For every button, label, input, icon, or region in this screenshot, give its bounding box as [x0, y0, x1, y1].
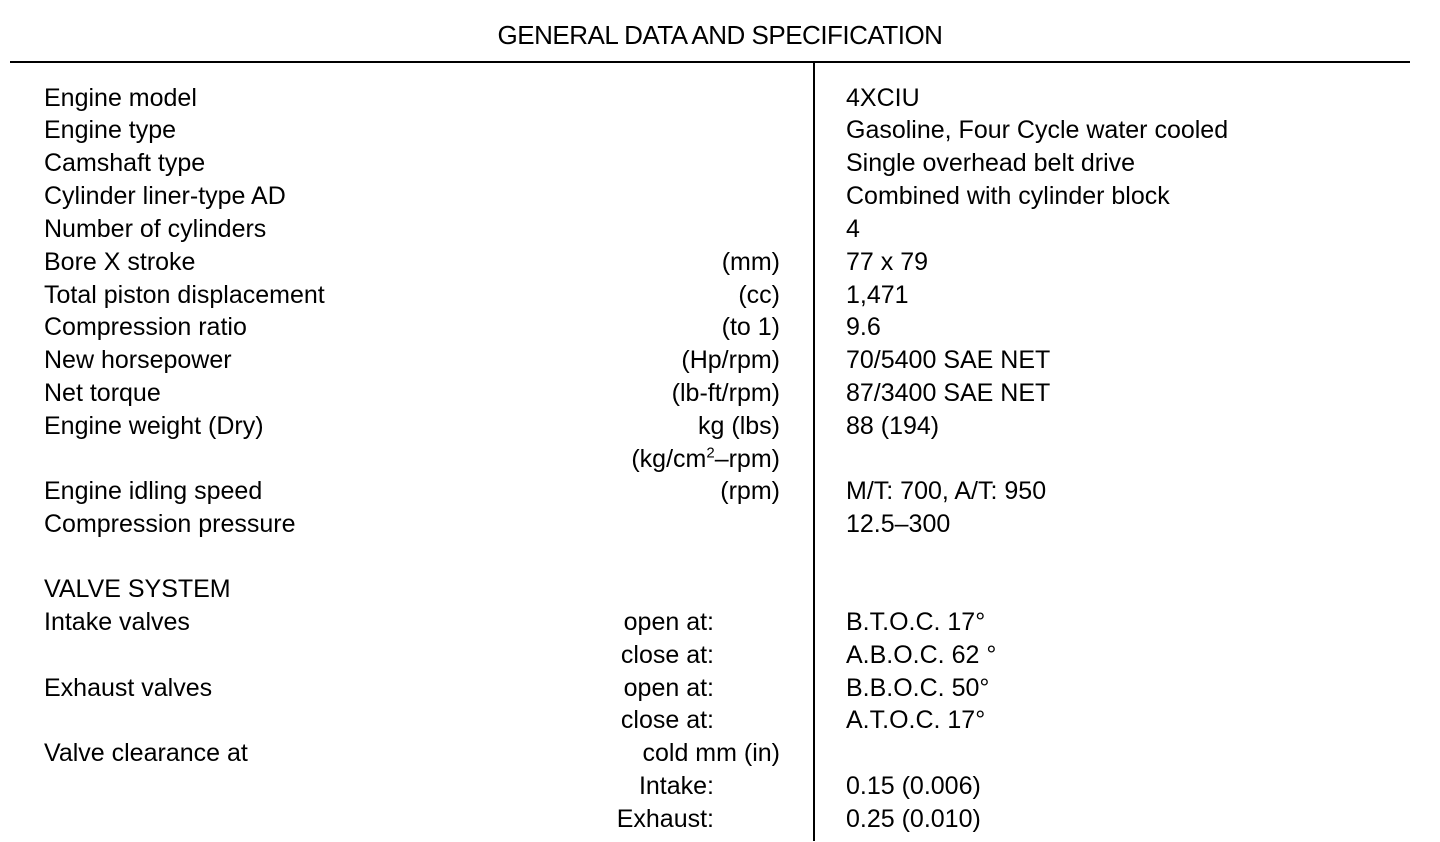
spec-row-displacement [0, 281, 1440, 314]
spec-label: New horsepower [44, 346, 232, 374]
spec-unit: Exhaust: [616, 805, 714, 833]
spec-value: 4XCIU [846, 84, 920, 112]
spec-unit: cold mm (in) [642, 739, 780, 767]
spec-value: 70/5400 SAE NET [846, 346, 1051, 374]
spec-row-cylinder-liner [0, 182, 1440, 215]
spec-row-clearance-exhaust [0, 805, 1440, 838]
unit-prefix: (kg/cm [631, 445, 707, 473]
spec-value: A.B.O.C. 62 ° [846, 641, 997, 669]
spec-unit [631, 445, 780, 474]
spec-unit: kg (lbs) [698, 412, 780, 440]
spec-value: Gasoline, Four Cycle water cooled [846, 116, 1229, 144]
spec-value: 12.5–300 [846, 510, 951, 538]
header-divider [10, 61, 1410, 63]
spec-unit: Intake: [638, 772, 714, 800]
spec-label: Engine model [44, 84, 197, 112]
spec-label: Net torque [44, 379, 161, 407]
spec-value: B.B.O.C. 50° [846, 674, 990, 702]
spec-row-spacer [0, 543, 1440, 576]
spec-row-intake-open [0, 608, 1440, 641]
spec-label: Engine type [44, 116, 177, 144]
spec-row-exhaust-close [0, 706, 1440, 739]
spec-value: M/T: 700, A/T: 950 [846, 477, 1047, 505]
section-heading-valve-system [0, 575, 1440, 608]
spec-label: Camshaft type [44, 149, 206, 177]
spec-row-engine-model [0, 84, 1440, 117]
spec-value: A.T.O.C. 17° [846, 706, 986, 734]
spec-row-valve-clearance [0, 739, 1440, 772]
spec-row-net-torque [0, 379, 1440, 412]
page-title: GENERAL DATA AND SPECIFICATION [497, 20, 943, 50]
spec-label: Compression ratio [44, 313, 247, 341]
spec-value: 88 (194) [846, 412, 940, 440]
spec-unit: (mm) [721, 248, 780, 276]
spec-value: 4 [846, 215, 860, 243]
spec-unit: (Hp/rpm) [681, 346, 780, 374]
spec-row-compression-ratio [0, 313, 1440, 346]
section-heading: VALVE SYSTEM [44, 575, 231, 603]
spec-row-horsepower [0, 346, 1440, 379]
spec-value: 0.25 (0.010) [846, 805, 981, 833]
spec-value: B.T.O.C. 17° [846, 608, 986, 636]
spec-label: Cylinder liner-type AD [44, 182, 286, 210]
spec-unit: close at: [620, 706, 714, 734]
spec-unit: (lb-ft/rpm) [671, 379, 780, 407]
spec-row-compression-pressure [0, 510, 1440, 543]
spec-row-engine-type [0, 116, 1440, 149]
spec-value: 9.6 [846, 313, 881, 341]
spec-unit: (to 1) [721, 313, 780, 341]
spec-row-idling-speed [0, 477, 1440, 510]
spec-value: 87/3400 SAE NET [846, 379, 1051, 407]
spec-value: 1,471 [846, 281, 909, 309]
spec-unit: open at: [623, 674, 714, 702]
spec-unit: close at: [620, 641, 714, 669]
spec-unit: open at: [623, 608, 714, 636]
spec-label: Engine weight (Dry) [44, 412, 264, 440]
spec-label: Compression pressure [44, 510, 296, 538]
spec-label: Bore X stroke [44, 248, 196, 276]
spec-row-camshaft-type [0, 149, 1440, 182]
spec-row-bore-stroke [0, 248, 1440, 281]
spec-value: Combined with cylinder block [846, 182, 1170, 210]
spec-row-intake-close [0, 641, 1440, 674]
spec-row-exhaust-open [0, 674, 1440, 707]
spec-label: Total piston displacement [44, 281, 325, 309]
spec-value: 77 x 79 [846, 248, 929, 276]
spec-label: Valve clearance at [44, 739, 248, 767]
spec-label: Exhaust valves [44, 674, 213, 702]
spec-label: Number of cylinders [44, 215, 267, 243]
spec-row-number-of-cylinders [0, 215, 1440, 248]
spec-row-pressure-unit [0, 445, 1440, 478]
spec-value: Single overhead belt drive [846, 149, 1136, 177]
spec-label: Intake valves [44, 608, 190, 636]
unit-suffix: –rpm) [714, 445, 780, 473]
spec-unit: (cc) [738, 281, 780, 309]
spec-row-clearance-intake [0, 772, 1440, 805]
spec-unit: (rpm) [720, 477, 780, 505]
unit-superscript: 2 [706, 444, 715, 462]
spec-value: 0.15 (0.006) [846, 772, 981, 800]
spec-row-engine-weight [0, 412, 1440, 445]
spec-label: Engine idling speed [44, 477, 263, 505]
